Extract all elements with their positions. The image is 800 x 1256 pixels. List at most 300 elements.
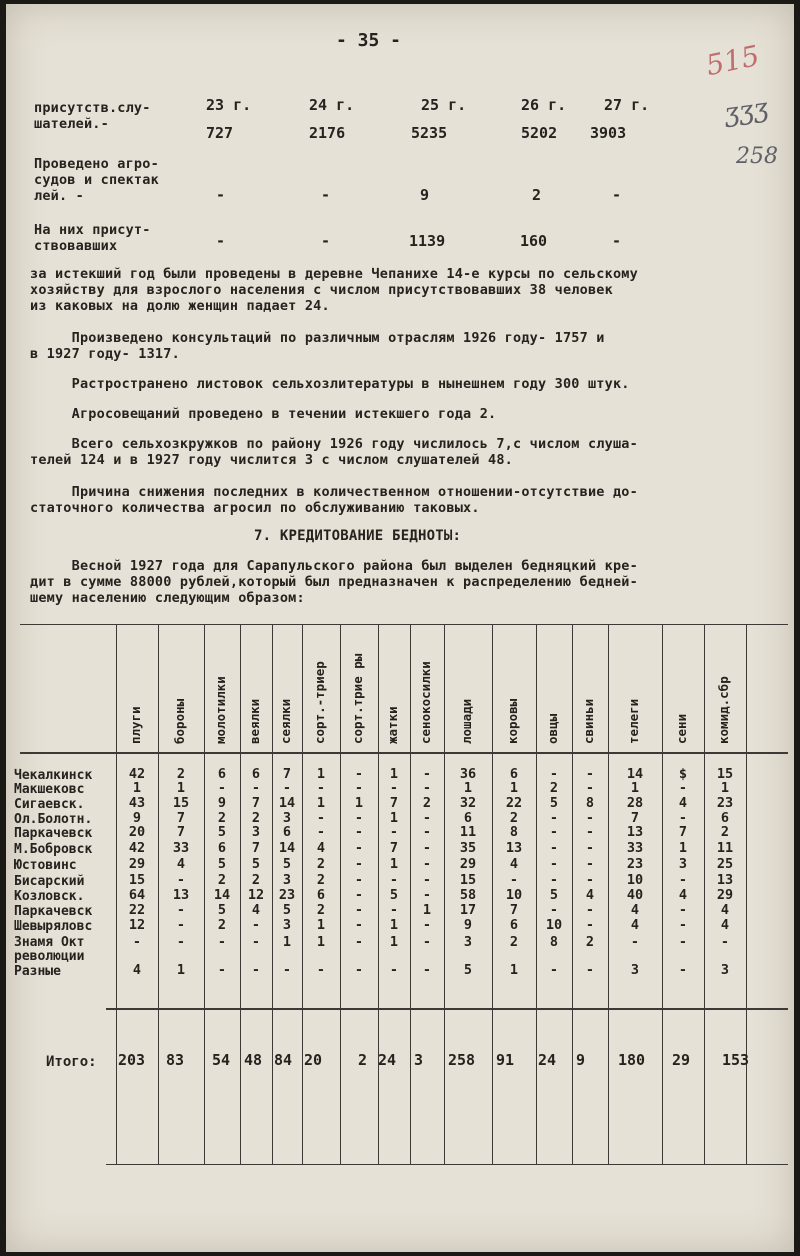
para2-line1: Произведено консультаций по различным отраслям 1926 году- 1757 и	[30, 330, 605, 346]
table-cell: 10	[626, 872, 644, 888]
table-cell: -	[585, 840, 595, 856]
table-cell: -	[678, 872, 688, 888]
table-cell: 4	[630, 917, 640, 933]
table-cell: $	[678, 766, 688, 782]
table-cell: 1	[316, 934, 326, 950]
table-cell: 33	[626, 840, 644, 856]
table-cell: -	[422, 962, 432, 978]
row1-val-25: 5235	[411, 124, 448, 142]
table-cell: 2	[316, 872, 326, 888]
table-row-label: Разные	[14, 964, 61, 979]
total-cell: 84	[274, 1051, 293, 1069]
table-cell: 3	[720, 962, 730, 978]
table-cell: 17	[459, 902, 477, 918]
row1-val-24: 2176	[309, 124, 346, 142]
row1-label-line1: присутств.слу-	[34, 100, 151, 116]
table-cell: -	[422, 840, 432, 856]
total-cell: 20	[304, 1051, 323, 1069]
table-cell: -	[354, 780, 364, 796]
table-cell: 7	[251, 840, 261, 856]
table-cell: -	[422, 810, 432, 826]
table-total-rule	[106, 1008, 788, 1010]
table-cell: 4	[509, 856, 519, 872]
row1-val-27: 3903	[590, 124, 627, 142]
para3-line1: Растространено листовок сельхозлитературы в нынешнем году 300 штук.	[30, 376, 630, 392]
table-cell: -	[316, 780, 326, 796]
table-cell: 4	[132, 962, 142, 978]
table-cell: 4	[585, 887, 595, 903]
table-cell: -	[549, 962, 559, 978]
year-26: 26 г.	[521, 96, 567, 114]
total-cell: 24	[538, 1051, 557, 1069]
table-cell: 13	[505, 840, 523, 856]
table-cell: 43	[128, 795, 146, 811]
table-row-label: Ол.Болотн.	[14, 812, 93, 827]
table-cell: -	[316, 824, 326, 840]
table-cell: 7	[389, 840, 399, 856]
total-cell: 48	[244, 1051, 263, 1069]
table-cell: -	[509, 872, 519, 888]
table-cell: 4	[630, 902, 640, 918]
table-cell: -	[176, 902, 186, 918]
table-cell: 6	[251, 766, 261, 782]
total-cell: 9	[576, 1051, 586, 1069]
table-cell: 5	[549, 795, 559, 811]
table-cell: 9	[463, 917, 473, 933]
table-cell: -	[549, 824, 559, 840]
table-bottom-rule	[106, 1164, 788, 1165]
table-cell: -	[549, 872, 559, 888]
table-cell: 1	[509, 780, 519, 796]
table-cell: 2	[217, 810, 227, 826]
row2-label-line1: Проведено агро-	[34, 156, 159, 172]
table-cell: 2	[316, 856, 326, 872]
table-cell: 5	[217, 824, 227, 840]
table-cell: 20	[128, 824, 146, 840]
table-cell: 1	[389, 934, 399, 950]
total-cell: 2	[358, 1051, 368, 1069]
table-cell: 2	[217, 872, 227, 888]
table-cell: 2	[176, 766, 186, 782]
table-header-cell: телеги	[626, 698, 641, 744]
table-cell: -	[217, 962, 227, 978]
table-cell: 5	[549, 887, 559, 903]
row2-val-24: -	[321, 186, 331, 204]
table-header-cell: бороны	[172, 698, 187, 744]
table-cell: -	[585, 856, 595, 872]
table-cell: 6	[509, 917, 519, 933]
table-cell: -	[176, 934, 186, 950]
table-column-rule	[746, 624, 747, 1164]
table-cell: 64	[128, 887, 146, 903]
table-cell: 1	[422, 902, 432, 918]
table-cell: 3	[282, 810, 292, 826]
table-row-label: Паркачевск	[14, 826, 93, 841]
table-cell: 15	[128, 872, 146, 888]
table-cell: 22	[505, 795, 523, 811]
table-cell: -	[549, 902, 559, 918]
table-cell: 1	[509, 962, 519, 978]
table-cell: -	[422, 872, 432, 888]
table-cell: 4	[720, 917, 730, 933]
table-cell: 5	[217, 902, 227, 918]
para6-line1: Причина снижения последних в количественном отношении-отсутствие до-	[30, 484, 638, 500]
year-27: 27 г.	[604, 96, 650, 114]
table-cell: 7	[630, 810, 640, 826]
row3-label-line1: На них присут-	[34, 222, 151, 238]
table-cell: 2	[217, 917, 227, 933]
table-cell: 2	[720, 824, 730, 840]
section-title: 7. КРЕДИТОВАНИЕ БЕДНОТЫ:	[254, 528, 462, 544]
table-header-cell: овцы	[545, 713, 560, 744]
table-cell: 14	[278, 795, 296, 811]
table-cell: -	[678, 917, 688, 933]
total-cell: 54	[212, 1051, 231, 1069]
table-header-cell: веялки	[247, 698, 262, 744]
row1-label-line2: шателей.-	[34, 116, 109, 132]
row2-label-line3: лей. -	[34, 188, 84, 204]
table-cell: 15	[716, 766, 734, 782]
table-cell: 1	[316, 795, 326, 811]
table-cell: 14	[626, 766, 644, 782]
table-cell: -	[251, 917, 261, 933]
table-cell: -	[354, 902, 364, 918]
table-cell: 5	[282, 902, 292, 918]
table-cell: -	[354, 917, 364, 933]
row3-val-23: -	[216, 232, 226, 250]
table-cell: 2	[251, 810, 261, 826]
para1-line2: хозяйству для взрослого населения с числом присутствовавших 38 человек	[30, 282, 613, 298]
table-cell: 6	[509, 766, 519, 782]
row2-val-27: -	[612, 186, 622, 204]
table-cell: -	[354, 810, 364, 826]
table-cell: 13	[172, 887, 190, 903]
table-cell: -	[354, 962, 364, 978]
table-row-label: Юстовинс	[14, 858, 77, 873]
table-cell: 6	[217, 840, 227, 856]
table-cell: -	[720, 934, 730, 950]
table-cell: 29	[459, 856, 477, 872]
total-cell: 83	[166, 1051, 185, 1069]
table-cell: 2	[585, 934, 595, 950]
table-header-cell: молотилки	[213, 676, 228, 744]
table-cell: 9	[132, 810, 142, 826]
table-cell: 3	[251, 824, 261, 840]
pencil-scribble: ʒʒʒ	[722, 93, 770, 129]
table-cell: -	[389, 902, 399, 918]
table-cell: -	[422, 766, 432, 782]
section-para-line3: шему населению следующим образом:	[30, 590, 305, 606]
table-cell: 3	[282, 917, 292, 933]
table-cell: -	[585, 917, 595, 933]
table-cell: 2	[549, 780, 559, 796]
section-para-line1: Весной 1927 года для Сарапульского района был выделен бедняцкий кре-	[30, 558, 638, 574]
table-cell: -	[354, 872, 364, 888]
table-cell: 1	[176, 962, 186, 978]
table-cell: 2	[251, 872, 261, 888]
table-cell: 3	[678, 856, 688, 872]
table-cell: 23	[278, 887, 296, 903]
table-cell: 40	[626, 887, 644, 903]
table-cell: 1	[630, 780, 640, 796]
table-cell: 3	[463, 934, 473, 950]
para1-line1: за истекший год были проведены в деревне Чепанихе 14-е курсы по сельскому	[30, 266, 638, 282]
table-cell: -	[132, 934, 142, 950]
table-cell: 15	[172, 795, 190, 811]
total-cell: 29	[672, 1051, 691, 1069]
table-cell: -	[251, 780, 261, 796]
table-cell: 12	[128, 917, 146, 933]
row3-val-27: -	[612, 232, 622, 250]
table-cell: 10	[505, 887, 523, 903]
table-header-rule	[20, 752, 788, 754]
table-cell: 1	[354, 795, 364, 811]
table-header-cell: сенокосилки	[418, 661, 433, 744]
table-cell: 11	[716, 840, 734, 856]
table-cell: -	[422, 917, 432, 933]
row2-label-line2: судов и спектак	[34, 172, 159, 188]
table-cell: -	[176, 917, 186, 933]
table-header-cell: коровы	[505, 698, 520, 744]
table-cell: -	[585, 962, 595, 978]
para1-line3: из каковых на долю женщин падает 24.	[30, 298, 330, 314]
table-cell: -	[422, 887, 432, 903]
table-header-cell: сени	[674, 713, 689, 744]
total-label: Итого:	[46, 1054, 97, 1070]
handwritten-pencil-mark: 258	[736, 144, 778, 169]
table-cell: -	[678, 902, 688, 918]
table-cell: 9	[217, 795, 227, 811]
total-cell: 153	[722, 1051, 750, 1069]
table-cell: 23	[716, 795, 734, 811]
table-cell: 2	[316, 902, 326, 918]
table-cell: 1	[389, 856, 399, 872]
document-page	[6, 4, 794, 1252]
table-cell: -	[585, 766, 595, 782]
table-header-cell: сорт.-триер	[312, 661, 327, 744]
table-cell: 32	[459, 795, 477, 811]
para4-line1: Агросовещаний проведено в течении истекшего года 2.	[30, 406, 497, 422]
table-cell: -	[422, 780, 432, 796]
table-cell: 7	[509, 902, 519, 918]
table-cell: 8	[549, 934, 559, 950]
table-cell: 1	[282, 934, 292, 950]
year-24: 24 г.	[309, 96, 355, 114]
row1-val-26: 5202	[521, 124, 558, 142]
table-cell: 29	[128, 856, 146, 872]
total-cell: 91	[496, 1051, 515, 1069]
table-cell: -	[678, 810, 688, 826]
table-cell: 8	[585, 795, 595, 811]
table-cell: 5	[282, 856, 292, 872]
table-cell: 6	[316, 887, 326, 903]
year-23: 23 г.	[206, 96, 252, 114]
table-cell: 6	[217, 766, 227, 782]
table-cell: -	[251, 962, 261, 978]
table-cell: -	[354, 824, 364, 840]
row3-label-line2: ствовавших	[34, 238, 118, 254]
table-cell: 5	[217, 856, 227, 872]
table-cell: -	[176, 872, 186, 888]
table-cell: -	[282, 780, 292, 796]
table-cell: 7	[678, 824, 688, 840]
table-cell: -	[678, 934, 688, 950]
table-cell: 1	[389, 917, 399, 933]
total-cell: 3	[414, 1051, 424, 1069]
table-header-cell: сорт.трие ры	[350, 653, 365, 744]
table-row-label: Макшековс	[14, 782, 85, 797]
table-cell: 3	[630, 962, 640, 978]
total-cell: 203	[118, 1051, 146, 1069]
table-cell: 11	[459, 824, 477, 840]
row2-val-26: 2	[532, 186, 542, 204]
year-25: 25 г.	[421, 96, 467, 114]
table-cell: -	[549, 840, 559, 856]
table-cell: -	[549, 766, 559, 782]
table-cell: 12	[247, 887, 265, 903]
table-cell: 28	[626, 795, 644, 811]
total-cell: 180	[618, 1051, 646, 1069]
table-cell: -	[549, 810, 559, 826]
table-cell: -	[549, 856, 559, 872]
table-cell: 4	[251, 902, 261, 918]
table-cell: 1	[316, 917, 326, 933]
table-cell: 3	[282, 872, 292, 888]
row1-val-23: 727	[206, 124, 234, 142]
table-cell: -	[316, 962, 326, 978]
table-cell: 1	[463, 780, 473, 796]
table-cell: 6	[720, 810, 730, 826]
table-cell: -	[422, 856, 432, 872]
table-cell: 2	[422, 795, 432, 811]
section-para-line2: дит в сумме 88000 рублей,который был предназначен к распределению бедней-	[30, 574, 638, 590]
table-cell: 4	[316, 840, 326, 856]
table-row-label: Паркачевск	[14, 904, 93, 919]
table-cell: -	[422, 934, 432, 950]
table-cell: 5	[389, 887, 399, 903]
table-cell: 14	[278, 840, 296, 856]
table-cell: 1	[176, 780, 186, 796]
table-cell: 13	[716, 872, 734, 888]
table-cell: -	[251, 934, 261, 950]
table-row-label: Знамя Окт революции	[14, 935, 85, 964]
table-cell: 7	[176, 810, 186, 826]
table-cell: -	[316, 810, 326, 826]
table-cell: 7	[282, 766, 292, 782]
table-cell: 6	[463, 810, 473, 826]
table-header-cell: свиньи	[581, 698, 596, 744]
table-cell: 1	[389, 766, 399, 782]
table-cell: 7	[176, 824, 186, 840]
table-cell: 4	[678, 887, 688, 903]
para5-line2: телей 124 и в 1927 году числится 3 с числом слушателей 48.	[30, 452, 514, 468]
table-cell: -	[389, 824, 399, 840]
table-row-label: Бисарский	[14, 874, 85, 889]
handwritten-red-mark: 515	[703, 38, 763, 83]
table-cell: 8	[509, 824, 519, 840]
table-cell: 42	[128, 840, 146, 856]
table-header-cell: комид.сбр	[716, 676, 731, 744]
table-row-label: Сигаевск.	[14, 797, 85, 812]
total-cell: 24	[378, 1051, 397, 1069]
table-row-label: Шевыряловс	[14, 919, 93, 934]
table-cell: -	[354, 766, 364, 782]
table-cell: 29	[716, 887, 734, 903]
table-header-cell: жатки	[385, 706, 400, 744]
table-cell: 1	[316, 766, 326, 782]
table-header-cell: плуги	[128, 706, 143, 744]
table-cell: -	[217, 934, 227, 950]
table-cell: -	[354, 840, 364, 856]
page-number: - 35 -	[336, 30, 402, 51]
table-cell: 23	[626, 856, 644, 872]
row2-val-23: -	[216, 186, 226, 204]
table-cell: 25	[716, 856, 734, 872]
table-cell: -	[282, 962, 292, 978]
table-cell: 10	[545, 917, 563, 933]
table-row-label: Чекалкинск	[14, 768, 93, 783]
para6-line2: статочного количества агросил по обслуживанию таковых.	[30, 500, 480, 516]
row3-val-24: -	[321, 232, 331, 250]
row2-val-25: 9	[420, 186, 430, 204]
row3-val-25: 1139	[409, 232, 446, 250]
table-cell: -	[354, 887, 364, 903]
table-cell: -	[389, 962, 399, 978]
total-cell: 258	[448, 1051, 476, 1069]
table-cell: 7	[389, 795, 399, 811]
table-cell: 33	[172, 840, 190, 856]
table-cell: 4	[678, 795, 688, 811]
table-cell: 1	[720, 780, 730, 796]
table-cell: 35	[459, 840, 477, 856]
table-cell: -	[678, 780, 688, 796]
table-cell: 5	[251, 856, 261, 872]
table-cell: -	[422, 824, 432, 840]
table-cell: 4	[176, 856, 186, 872]
table-cell: 2	[509, 934, 519, 950]
para5-line1: Всего сельхозкружков по району 1926 году числилось 7,с числом слуша-	[30, 436, 638, 452]
table-header-cell: лошади	[459, 698, 474, 744]
table-cell: -	[585, 902, 595, 918]
table-cell: -	[354, 856, 364, 872]
table-cell: -	[630, 934, 640, 950]
table-row-label: Козловск.	[14, 889, 85, 904]
table-cell: -	[678, 962, 688, 978]
table-cell: 1	[389, 810, 399, 826]
table-cell: -	[389, 872, 399, 888]
table-row-label: М.Бобровск	[14, 842, 93, 857]
table-cell: 7	[251, 795, 261, 811]
table-cell: -	[389, 780, 399, 796]
table-cell: 14	[213, 887, 231, 903]
table-cell: 6	[282, 824, 292, 840]
table-cell: -	[217, 780, 227, 796]
table-header-cell: сеялки	[278, 698, 293, 744]
table-cell: -	[585, 872, 595, 888]
table-cell: 1	[678, 840, 688, 856]
table-cell: 15	[459, 872, 477, 888]
table-cell: 22	[128, 902, 146, 918]
table-cell: 2	[509, 810, 519, 826]
row3-val-26: 160	[520, 232, 548, 250]
table-top-rule	[20, 624, 788, 625]
table-cell: 13	[626, 824, 644, 840]
table-cell: 1	[132, 780, 142, 796]
table-cell: -	[585, 780, 595, 796]
table-cell: 42	[128, 766, 146, 782]
table-cell: 5	[463, 962, 473, 978]
table-cell: 36	[459, 766, 477, 782]
